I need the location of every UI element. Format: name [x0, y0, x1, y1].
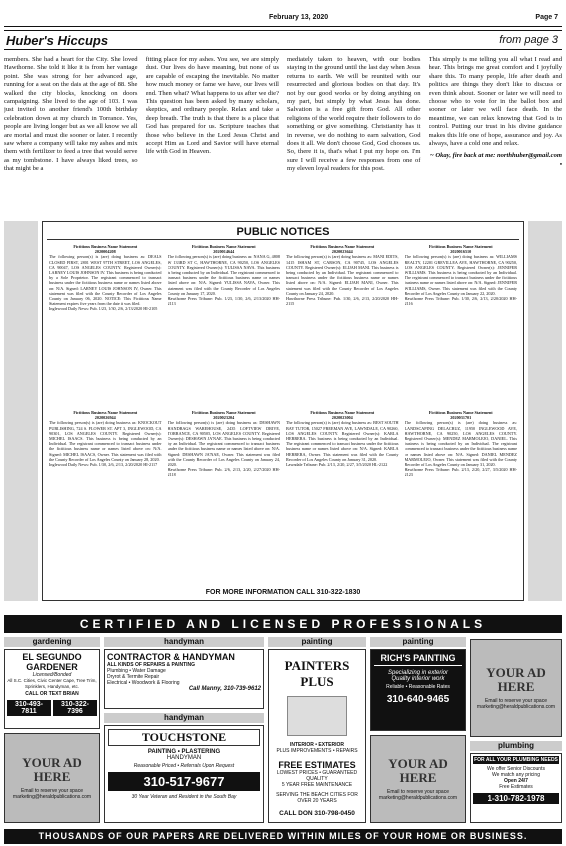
- notice-item: Fictitious Business Name Statement 2020016510 The following person(s) is (are) doing business as: WILLIAMS REALTY, 12201 GREVILLEA AVE, HAWTHORNE, CA 90250, LOS ANGELES COUNTY. Registered Owner(s): JENNIFER WILLIAMS. This business is being conducted by an Individual. The registrant commenced to transact business under the fictitious business name or names listed above on: N/A. Signed: JENNIFER WILLIAMS, Owner. This statement was filed with the County Recorder of Los Angeles County on January 22, 2020. Hawthorne Press Tribune: Pub. 1/30, 2/6, 2/13, 2/20/2020 HH-2116: [404, 244, 517, 307]
- right-gray-panel: [528, 221, 562, 601]
- ad-painters-plus[interactable]: PAINTERS PLUS INTERIOR • EXTERIOR PLUS IMPROVEMENTS • REPAIRS FREE ESTIMATES LOWEST PRICES • GUARANTEED QUALITY 5 YEAR FREE MAINTENANCE SERVING THE BEACH CITIES FOR OVER 20 YEARS CALL DON 310-798-0450: [268, 649, 366, 823]
- category-handyman: handyman: [104, 637, 264, 647]
- column-title: Huber's Hiccups: [6, 33, 109, 48]
- category-painting-1: painting: [268, 637, 366, 647]
- ad-touchstone[interactable]: TOUCHSTONE PAINTING • PLASTERING HANDYMAN Reasonable Priced • Referrals Upon Request 310-517-9677 30 Year Veteran and Resident in the South Bay: [104, 725, 264, 823]
- notice-item: Fictitious Business Name Statement 2020023204 The following person(s) is (are) doing business as: DESHAWN HANDBAGS WAREHOUSE, 2435 LOFTVIEW DRIVE, TORRANCE, CA 90505, LOS ANGELES COUNTY. Registered Owner(s): DESHAWN JA'NAE. This business is being conducted by an Individual. The registrant commenced to transact business under the fictitious business name or names listed above on: N/A. Signed: DESHAWN JA'NAE, Owner. This statement was filed with the County Recorder of Los Angeles County on January 24, 2020. Hawthorne Press Tribune: Pub. 2/6, 2/13, 2/20, 2/27/2020 HH-2118: [167, 410, 280, 478]
- notice-item: Fictitious Business Name Statement 2020031701 The following person(s) is (are) doing business as: LANDSCAPING DELACRUZ, 11950 INGLEWOOD AVE, HAWTHORNE, CA 90250, LOS ANGELES COUNTY. Registered Owner(s): MENDEZ MARMOLEJO, DANIEL. This business is being conducted by an Individual. The registrant commenced to transact business under the fictitious business name or names listed above on: N/A. Signed: DANIEL MENDEZ MARMOLEJO, Owner. This statement was filed with the County Recorder of Los Angeles County on January 31, 2020. Hawthorne Press Tribune: Pub. 2/13, 2/20, 2/27, 3/5/2020 HH-2123: [404, 410, 517, 478]
- notice-item: Fictitious Business Name Statement 2020026944 The following person(s) is (are) doing business as: KNOCKOUT PUBLISHING, 724 S. FLOWER ST. APT 3, INGLEWOOD, CA 90301, LOS ANGELES COUNTY. Registered Owner(s): MICHEL ISAACS. This business is being conducted by an Individual. The registrant commenced to transact business under the fictitious business name or names listed above on: N/A. Signed: MICHEL ISAACS, Owner. This statement was filed with the County Recorder of Los Angeles County on January 28, 2020. Inglewood Daily News: Pub. 1/30, 2/6, 2/13, 2/20/2020 HI-2117: [49, 410, 162, 468]
- issue-date: February 13, 2020: [269, 14, 329, 21]
- column-body: [4, 56, 562, 216]
- house-illustration-icon: [287, 696, 347, 736]
- top-rule: [4, 26, 562, 27]
- notice-item: Fictitious Business Name Statement 2020023004 The following person(s) is (are) doing business as: BEST SOUTH BAY TUTOR, 15027 FREEMAN AVE, LAWNDALE, CA 90260, LOS ANGELES COUNTY. Registered Owner(s): KARLA HERRERA. This business is being conducted by an Individual. The registrant commenced to transact business under the fictitious business name or names listed above on: N/A. Signed: KARLA HERRERA, Owner. This statement was filed with the County Recorder of Los Angeles County on January 31, 2020. Lawndale Tribune: Pub. 2/13, 2/20, 2/27, 3/5/2020 HL-2122: [286, 410, 399, 468]
- notices-grid: [43, 240, 523, 574]
- page-header: [4, 14, 562, 26]
- notices-contact: FOR MORE INFORMATION CALL 310-322-1830: [205, 589, 361, 596]
- author-signature: ~ Okay, fire back at me: northhuber@gmail.com •: [429, 152, 562, 168]
- ad-your-ad-here-1[interactable]: YOUR AD HERE Email to reserve your space marketing@heraldpublications.com: [470, 639, 562, 737]
- ad-plumbing[interactable]: FOR ALL YOUR PLUMBING NEEDS We offer Senior Discounts We match any pricing Open 24/7 Free Estimates 1-310-782-1978: [470, 753, 562, 823]
- text-column-4: [429, 56, 563, 216]
- phone-1[interactable]: 310-493-7811: [7, 700, 51, 716]
- notice-item: Fictitious Business Name Statement 2020004208 The following person(s) is (are) doing business as: DEALS CLOSED FIRST, 2801 WEST 97TH STREET, LOS ANGELES, CA 90047, LOS ANGELES COUNTY. Registered Owner(s): LARNEY LOUIS JOHNSON IV. This business is being conducted by a Sole Proprietor. The registrant commenced to transact business under the fictitious business name or names listed above on: N/A. Signed: LARNEY LOUIS JOHNSON IV, Owner. This statement was filed with the County Recorder of Los Angeles County on January 06, 2020. NOTICE: This Fictitious Name Statement expires five years from the date it was filed. Inglewood Daily News: Pub. 1/23, 1/30, 2/6, 2/13/2020 HI-2105: [49, 244, 162, 312]
- notice-item: Fictitious Business Name Statement 2020023644 The following person(s) is (are) doing business as: MANI EDITS, 1415 ISHAM ST, CARSON, CA 90745, LOS ANGELES COUNTY. Registered Owner(s): ELIJAH MANI. This business is being conducted by an Individual. The registrant commenced to transact business under the fictitious business name or names listed above on: N/A. Signed: ELIJAH MANI, Owner. This statement was filed with the County Recorder of Los Angeles County on January 24, 2020. Hawthorne Press Tribune: Pub. 1/30, 2/6, 2/13, 2/20/2020 HH-2115: [286, 244, 399, 307]
- page-number: Page 7: [535, 14, 558, 21]
- ad-your-ad-here-3[interactable]: YOUR AD HERE Email to reserve your space marketing@heraldpublications.com: [370, 735, 466, 823]
- text-column-4-body: This simply is me telling you all what I read and hear. This brings me great comfort and I joyfully share this. To many people, life after death and politics are things they don't like to discuss or even think about. Sooner or later we will need to choose who to vote for in the ballot box and sooner or later we will face death. In the meantime, we can relax knowing that God is in control. Putting our trust in his divine guidance makes this life one of hope, assurance and joy. As always, have a cold one and relax.: [428, 56, 562, 148]
- ad-richs-painting[interactable]: RICH'S PAINTING Specializing in exterior Quality interior work Reliable • Reasonable Rates 310-640-9465: [370, 649, 466, 731]
- text-column-2: fitting place for my ashes. You see, we are simply dust. Our lives do have meaning, but none of us are capable of escaping the inevitable. No matter how much money or fame we have, our lives will end. Then what? What happens to us after we die? This question has been asked by many scholars, skeptics, and ordinary people. Relax and take a deep breath. The truth is that there is a place that God has prepared for us. Scripture teaches that those who believe in the Lord Jesus Christ and accept Him as Lord and Savior will have eternal life with God in Heaven.: [145, 56, 279, 156]
- left-gray-panel: [4, 221, 38, 601]
- category-painting-2: painting: [370, 637, 466, 647]
- professionals-banner: CERTIFIED AND LICENSED PROFESSIONALS: [4, 615, 562, 633]
- category-gardening: gardening: [4, 637, 100, 647]
- ad-contractor-handyman[interactable]: CONTRACTOR & HANDYMAN ALL KINDS OF REPAIRS & PAINTING Plumbing • Water Damage Dryrot & Termite Repair Electrical • Woodwork & Flooring Call Manny, 310-739-9612: [104, 649, 264, 709]
- phone-2[interactable]: 310-322-7396: [53, 700, 97, 716]
- public-notices: [42, 221, 524, 601]
- notices-title: PUBLIC NOTICES: [47, 222, 519, 240]
- ad-el-segundo-gardener[interactable]: EL SEGUNDO GARDENER Licensed/Bonded All S.C. Cities, Civic Center Cape, Tree Trim, Sprinklers, Handyman, etc. CALL OR TEXT BRIAN 310-493-7811 310-322-7396: [4, 649, 100, 729]
- text-column-1: members. She had a heart for the City. She loved Hawthorne. She told it like it is from her vantage point. She was strong for her advanced age, running for a seat on the dais at the age of 88. She walked the city blocks, knocking on doors campaigning. She lived to the age of 103. I was just invited to another friend's 100th birthday celebration down at my church in Torrance. Yes, people are living longer but as we all know we all are mortal and must die sooner or later. I recently saw where a company will take my ashes and mix them with fertilizer to feed a tree that would serve as my tombstone. I have always liked trees, so that might be a: [4, 56, 138, 173]
- notice-item: Fictitious Business Name Statement 2020014644 The following person(s) is (are) doing business as: NANA G, 4808 W 133RD ST C, HAWTHORNE, CA 90250, LOS ANGELES COUNTY. Registered Owner(s): YULISSA NAVA. This business is being conducted by an Individual. The registrant commenced to transact business under the fictitious business name or names listed above on: N/A. Signed: YULISSA NAVA, Owner. This statement was filed with the County Recorder of Los Angeles County on January 17, 2020. Hawthorne Press Tribune: Pub. 1/23, 1/30, 2/6, 2/13/2020 HH-2113: [167, 244, 280, 307]
- text-column-3: mediately taken to heaven, with our bodies staying in the ground until the last day when Jesus returns to earth. We will be reunited with our resurrected and glorious bodies on that day. It's not by our good works or by doing anything on my part, but simply by what Jesus has done. Salvation is a free gift from God. All other religions of the world require their followers to do something or give something. Christianity has it in reverse, we do nothing to earn salvation, God does it all. We don't choose God, God chooses us. So, there it is, that's what I put my hope on. I'm sure I will receive a few responses from one of my eleven loyal readers for this post.: [287, 56, 421, 173]
- continued-from: from page 3: [499, 34, 558, 46]
- category-plumbing: plumbing: [470, 741, 562, 751]
- service-directory: [4, 637, 562, 827]
- column-header: [4, 30, 562, 50]
- ad-your-ad-here-2[interactable]: YOUR AD HERE Email to reserve your space marketing@heraldpublications.com: [4, 733, 100, 823]
- footer-banner: THOUSANDS OF OUR PAPERS ARE DELIVERED WITHIN MILES OF YOUR HOME OR BUSINESS.: [4, 829, 562, 844]
- category-handyman-2: handyman: [104, 713, 264, 723]
